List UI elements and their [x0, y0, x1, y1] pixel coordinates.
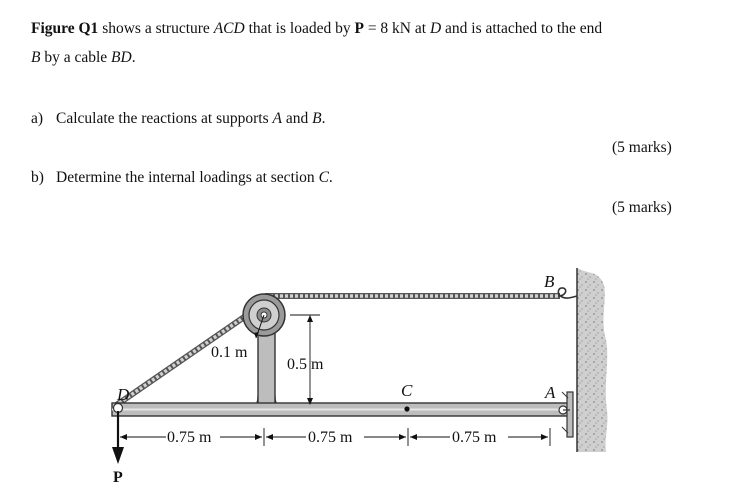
- part-a-a: A: [272, 110, 282, 127]
- intro-text-2: that is loaded by: [244, 20, 355, 37]
- intro-text-5: by a cable: [40, 49, 112, 66]
- intro-text-3: = 8 kN at: [363, 20, 430, 37]
- label-d: D: [117, 385, 130, 404]
- part-b-label: b): [31, 169, 44, 186]
- intro-b: B: [31, 49, 41, 66]
- intro-bd: BD: [111, 49, 132, 66]
- label-height: 0.5 m: [287, 356, 324, 373]
- intro-d: D: [429, 20, 442, 37]
- label-c: C: [401, 381, 413, 400]
- intro-p: P: [354, 20, 364, 37]
- part-a-and: and: [281, 110, 313, 127]
- label-b: B: [544, 272, 555, 291]
- label-span-1: 0.75 m: [167, 429, 212, 446]
- hook-b: [558, 288, 577, 298]
- part-b-c: C: [318, 169, 329, 186]
- cable-bd: [115, 296, 560, 406]
- wall: [577, 268, 607, 452]
- intro-text-6: .: [131, 49, 136, 66]
- part-a-b: B: [312, 110, 322, 127]
- label-span-2: 0.75 m: [308, 429, 353, 446]
- figure-ref: Figure Q1: [31, 20, 99, 37]
- horizontal-beam: [112, 403, 571, 416]
- label-radius: 0.1 m: [211, 344, 248, 361]
- part-a-end: .: [321, 110, 326, 127]
- part-a-text: Calculate the reactions at supports: [56, 110, 273, 127]
- label-a: A: [545, 383, 556, 402]
- intro-text-4: and is attached to the end: [441, 20, 603, 37]
- intro-text-1: shows a structure: [98, 20, 214, 37]
- part-b-text: Determine the internal loadings at section: [56, 169, 319, 186]
- part-b-end: .: [328, 169, 333, 186]
- label-p: P: [113, 469, 123, 486]
- part-a-marks: (5 marks): [612, 139, 672, 156]
- part-a-label: a): [31, 110, 44, 127]
- intro-acd: ACD: [213, 20, 245, 37]
- section-c-point: [404, 406, 409, 411]
- label-span-3: 0.75 m: [452, 429, 497, 446]
- part-b-marks: (5 marks): [612, 199, 672, 216]
